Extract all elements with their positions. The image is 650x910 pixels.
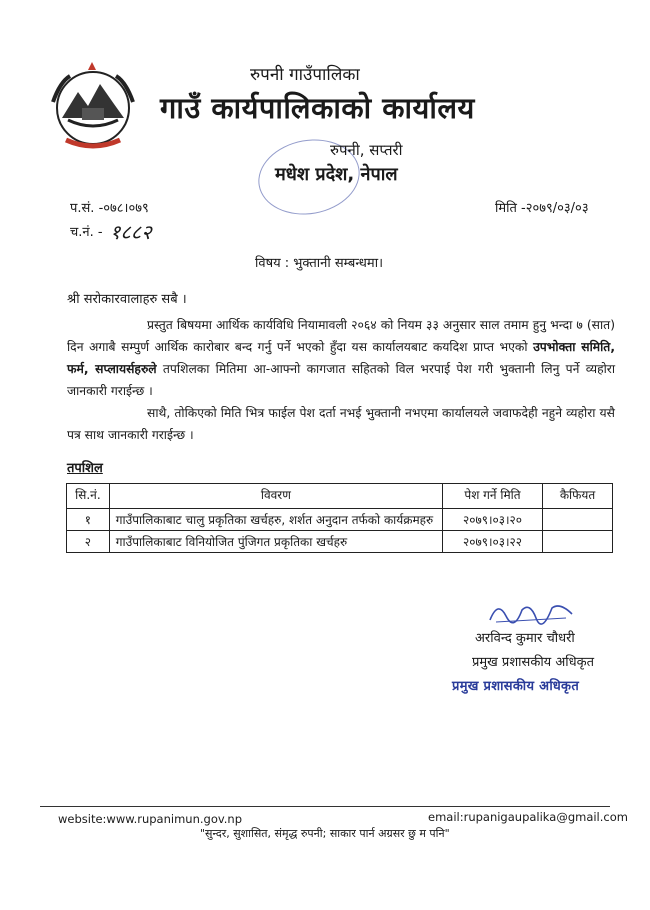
table-heading: तपशिल bbox=[67, 461, 103, 476]
office-title: गाउँ कार्यपालिकाको कार्यालय bbox=[160, 91, 475, 125]
office-name: रुपनी गाउँपालिका bbox=[250, 65, 360, 85]
footer-divider bbox=[40, 806, 610, 807]
footer-email: email:rupanigaupalika@gmail.com bbox=[428, 810, 628, 824]
cell-description: गाउँपालिकाबाट चालु प्रकृतिका खर्चहरु, शर्शत अनुदान तर्फको कार्यक्रमहरु bbox=[109, 509, 442, 531]
address-line-1: रुपनी, सप्तरी bbox=[330, 141, 403, 159]
nepal-emblem-logo bbox=[48, 62, 138, 154]
col-submit-date: पेश गर्ने मिति bbox=[442, 484, 542, 509]
cell-serial: १ bbox=[67, 509, 110, 531]
chalani-number-handwritten: १८८२ bbox=[110, 220, 152, 244]
cell-serial: २ bbox=[67, 531, 110, 553]
cell-remarks bbox=[543, 531, 613, 553]
body-paragraph-1 bbox=[67, 314, 615, 402]
p1-bold-text: उपभोक्ता समिति, फर्म, सप्लायर्सहरुले bbox=[67, 340, 615, 376]
salutation: श्री सरोकारवालाहरु सबै । bbox=[67, 292, 187, 307]
cell-date: २०७९।०३।२० bbox=[442, 509, 542, 531]
table-header-row bbox=[67, 484, 613, 509]
body-paragraph-2: साथै, तोकिएको मिति भित्र फाईल पेश दर्ता नभई भुक्तानी नभएमा कार्यालयले जवाफदेही नहुने व्यहोरा यसै पत्र साथ जानकारी गराईन्छ । bbox=[67, 406, 615, 442]
p1-text-a: प्रस्तुत बिषयमा आर्थिक कार्यविधि नियामावली २०६४ को नियम ३३ अनुसार साल तमाम हुनु भन्दा ७ (सात) दिन अगाबै सम्पुर्ण आर्थिक कारोबार बन्द गर्नु पर्ने भएको हुँदा यस कार्यालयबाट कयदिश प्राप्त भएको bbox=[67, 318, 615, 354]
col-serial: सि.नं. bbox=[67, 484, 110, 509]
table-row bbox=[67, 509, 613, 531]
table-row bbox=[67, 531, 613, 553]
signer-name: अरविन्द कुमार चौधरी bbox=[475, 631, 575, 646]
cell-remarks bbox=[543, 509, 613, 531]
footer-website: website:www.rupanimun.gov.np bbox=[58, 812, 243, 826]
col-description: विवरण bbox=[109, 484, 442, 509]
designation-stamp: प्रमुख प्रशासकीय अधिकृत bbox=[452, 679, 580, 694]
subject-line: विषय : भुक्तानी सम्बन्धमा। bbox=[255, 256, 383, 271]
col-remarks: कैफियत bbox=[543, 484, 613, 509]
footer-motto: "सुन्दर, सुशासित, संमृद्ध रुपनी; साकार पार्न अग्रसर छु म पनि" bbox=[200, 827, 450, 840]
address-line-2: मधेश प्रदेश, नेपाल bbox=[275, 164, 398, 185]
signer-title: प्रमुख प्रशासकीय अधिकृत bbox=[472, 655, 595, 670]
signature-scribble bbox=[486, 598, 576, 626]
details-table bbox=[66, 483, 613, 553]
p1-text-b: तपशिलका मितिमा आ-आफ्नो कागजात सहितको विल भरपाई पेश गरी भुक्तानी लिनु पर्ने व्यहोरा जानकारी गराईन्छ । bbox=[67, 362, 616, 398]
patra-sankhya: प.सं. -०७८।०७९ bbox=[70, 201, 149, 216]
cell-date: २०७९।०३।२२ bbox=[442, 531, 542, 553]
cell-description: गाउँपालिकाबाट विनियोजित पुंजिगत प्रकृतिका खर्चहरु bbox=[109, 531, 442, 553]
chalani-label: च.नं. - bbox=[70, 225, 103, 240]
letter-date: मिति -२०७९/०३/०३ bbox=[495, 201, 589, 216]
